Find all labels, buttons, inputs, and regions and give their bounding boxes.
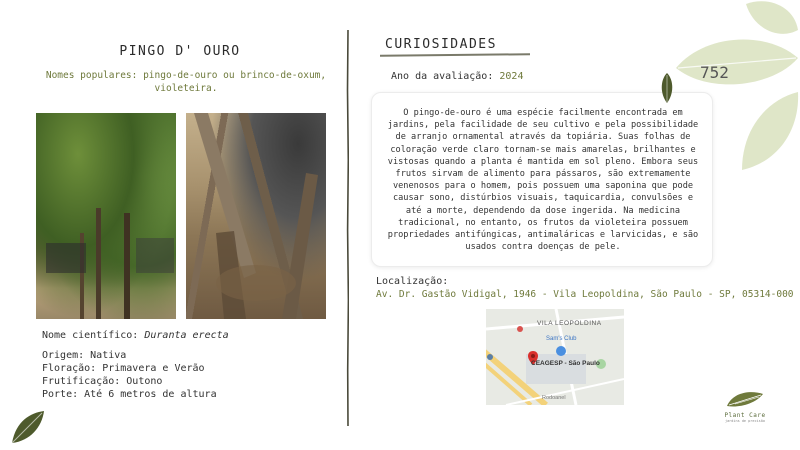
map-pin-label: CEAGESP - São Paulo (531, 360, 600, 367)
plant-title: PINGO D' OURO (119, 44, 241, 59)
tree-photo-canopy (36, 113, 176, 319)
brand-logo (715, 390, 775, 423)
year-label: Ano da avaliação: (391, 71, 494, 82)
leaf-icon-bottom-left (8, 407, 48, 447)
scientific-label: Nome científico: (42, 330, 139, 341)
map-store-label: Sam's Club (546, 336, 577, 342)
map-district-label: VILA LEOPOLDINA (537, 320, 602, 327)
tree-photo-base (186, 113, 326, 319)
map-road-label: Rodoanel (542, 395, 566, 401)
trunk-base-graphic (186, 113, 326, 319)
curiosities-card (371, 92, 713, 267)
curiosities-title: CURIOSIDADES (385, 37, 497, 52)
year-value: 2024 (499, 71, 524, 82)
brand-name: Plant Care (724, 412, 766, 419)
evaluation-year (391, 71, 523, 82)
brand-leaf-icon (725, 390, 765, 408)
location-label: Localização: (376, 276, 449, 287)
tree-number: 752 (700, 63, 729, 82)
brand-tagline: jardins de precisão (724, 419, 766, 423)
curiosities-text: O pingo-de-ouro é uma espécie facilmente encontrada em jardins, pela facilidade de seu cultivo e pela possibilidade de arranjo ornamental através da topiária. Suas folhas de coloração verde claro tornam-se mais amarelas, brilhantes e vistosas quando a planta é mantida em sol pleno. Embora seus frutos sirvam de alimento para pássaros, são extremamente venenosos para o homem, pois possuem uma saponina que pode causar sono, distúrbios visuais, taquicardia, convulsões e até a morte, dependendo da dose ingerida. Na medicina tradicional, no entanto, os frutos da violeteira possuem propriedades antifúngicas, antimaláricas e larvicidas, e são usados contra doenças de pele. (387, 108, 699, 253)
origin: Origem: Nativa (42, 350, 127, 361)
location-address: Av. Dr. Gastão Vidigal, 1946 - Vila Leopoldina, São Paulo - SP, 05314-000 (376, 289, 794, 300)
curiosities-underline (380, 53, 530, 57)
tree-trunks-graphic (36, 113, 176, 319)
vertical-divider (346, 30, 349, 426)
fruiting: Frutificação: Outono (42, 376, 163, 387)
location-map[interactable] (486, 309, 624, 405)
leaf-cluster-top-right (668, 0, 800, 180)
flowering: Floração: Primavera e Verão (42, 363, 205, 374)
scientific-name-line (42, 330, 229, 341)
scientific-name: Duranta erecta (144, 330, 229, 341)
size: Porte: Até 6 metros de altura (42, 389, 217, 400)
popular-names: Nomes populares: pingo-de-ouro ou brinco-de-oxum, violeteira. (45, 70, 327, 94)
